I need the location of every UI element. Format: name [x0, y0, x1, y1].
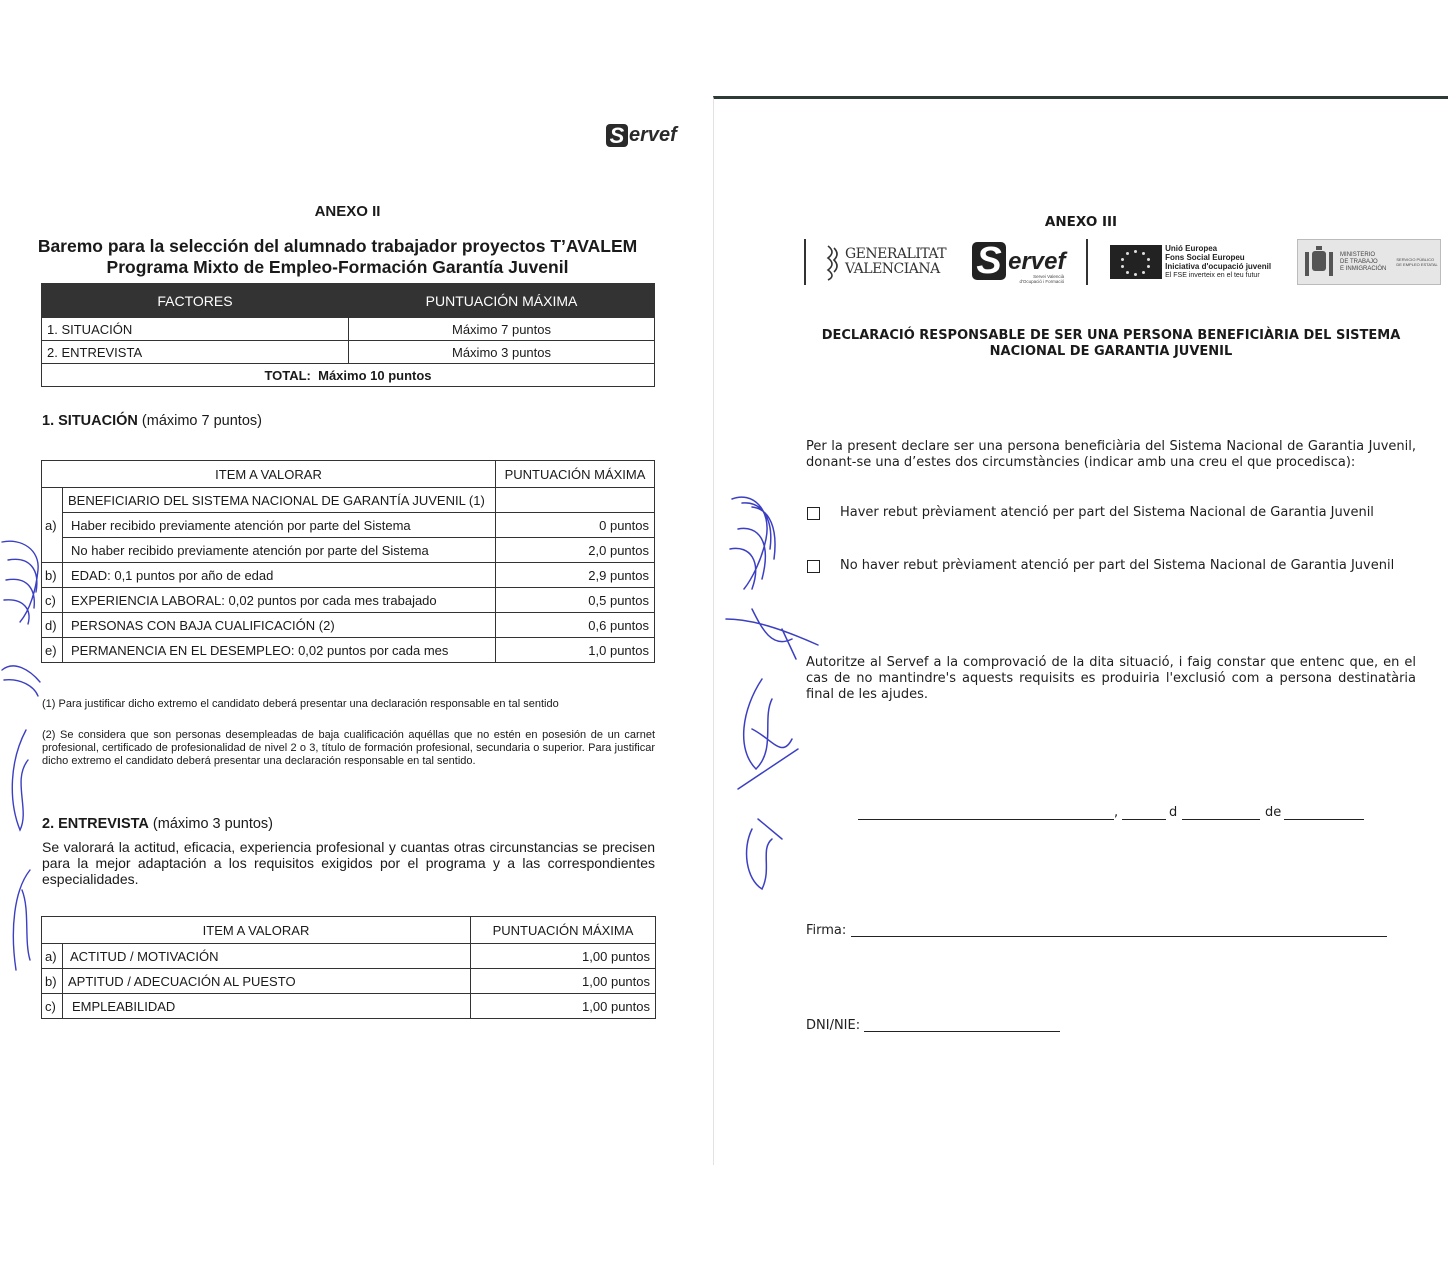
item-points: 0,5 puntos	[496, 588, 655, 613]
month-field[interactable]	[1182, 819, 1260, 820]
factor-name: 2. ENTREVISTA	[42, 341, 349, 364]
total-row	[42, 364, 655, 387]
date-comma: ,	[1114, 805, 1119, 820]
declaration-title: DECLARACIÓ RESPONSABLE DE SER UNA PERSONA BENEFICIÀRIA DEL SISTEMA NACIONAL DE GARANTIA JUVENIL	[821, 328, 1401, 359]
table-row	[42, 944, 656, 969]
servef-logo-letter: S	[606, 124, 628, 147]
place-field[interactable]	[858, 819, 1114, 820]
item-text: EXPERIENCIA LABORAL: 0,02 puntos por cada mes trabajado	[63, 588, 496, 613]
section-1-subtitle: (máximo 7 puntos)	[141, 413, 262, 429]
date-de-label: de	[1265, 805, 1282, 820]
servef-logo-text: ervef	[629, 124, 677, 146]
document-title	[20, 236, 655, 278]
row-letter: b)	[42, 969, 63, 994]
total-cell	[42, 364, 655, 387]
page-anexo-ii	[0, 0, 712, 1262]
servef-logo-letter: S	[972, 242, 1006, 280]
margin-signature	[0, 530, 46, 990]
table-row	[42, 588, 655, 613]
table-row	[42, 318, 655, 341]
item-text: APTITUD / ADECUACIÓN AL PUESTO	[63, 969, 471, 994]
authorization-text: Autoritze al Servef a la comprovació de la dita situació, i faig constar que entenc que, en el cas de no mantindre's aquests requisits es produiria l'exclusió com a persona destinatària final de les ajudes.	[806, 655, 1416, 702]
item-text: Haber recibido previamente atención por parte del Sistema	[63, 513, 496, 538]
intro-text: Per la present declare ser una persona beneficiària del Sistema Nacional de Garantia Juvenil, donant-se una d’estes dos circumstàncies (indicar amb una creu el que procedisca):	[806, 439, 1416, 470]
item-text: No haber recibido previamente atención por parte del Sistema	[63, 538, 496, 563]
page-anexo-iii	[713, 96, 1448, 1165]
option-1-label: Haver rebut prèviament atenció per part del Sistema Nacional de Garantia Juvenil	[840, 505, 1374, 520]
item-points: 1,00 puntos	[471, 969, 656, 994]
item-points: 2,0 puntos	[496, 538, 655, 563]
generalitat-logo	[824, 242, 946, 282]
table-row	[42, 513, 655, 538]
eu-line-2: Fons Social Europeu	[1165, 253, 1245, 262]
item-points: 0 puntos	[496, 513, 655, 538]
situation-table	[41, 460, 655, 663]
row-letter: c)	[42, 588, 63, 613]
row-letter: b)	[42, 563, 63, 588]
table-row	[42, 638, 655, 663]
section-1-heading	[42, 413, 262, 429]
footnote-1: (1) Para justificar dicho extremo el candidato deberá presentar una declaración responsable en tal sentido	[42, 698, 559, 710]
option-2-label: No haver rebut prèviament atenció per part del Sistema Nacional de Garantia Juvenil	[840, 558, 1395, 573]
divider	[1086, 239, 1088, 285]
total-value: Máximo 10 puntos	[318, 367, 432, 383]
factor-name: 1. SITUACIÓN	[42, 318, 349, 341]
section-1-title: 1. SITUACIÓN	[42, 413, 138, 429]
row-letter: e)	[42, 638, 63, 663]
option-2	[807, 558, 1394, 574]
servef-subtitle-1: Servei Valencià	[1033, 274, 1065, 279]
annex-title: ANEXO III	[1044, 214, 1118, 230]
item-points: 1,00 puntos	[471, 944, 656, 969]
interview-header-puntuacion: PUNTUACIÓN MÁXIMA	[471, 917, 656, 944]
table-row	[42, 488, 655, 513]
row-letter: a)	[42, 944, 63, 969]
table-row	[42, 538, 655, 563]
generalitat-line-1: GENERALITAT	[845, 246, 947, 262]
situation-header-puntuacion: PUNTUACIÓN MÁXIMA	[496, 461, 655, 488]
eu-line-3: Iniciativa d'ocupació juvenil	[1165, 262, 1272, 271]
interview-header-item: ITEM A VALORAR	[42, 917, 471, 944]
ministerio-line-1: MINISTERIO	[1340, 251, 1376, 258]
title-line-2: Programa Mixto de Empleo-Formación Garantía Juvenil	[106, 257, 569, 277]
option-1	[807, 505, 1374, 521]
ministerio-line-3: E INMIGRACIÓN	[1340, 265, 1387, 272]
eu-line-4: El FSE inverteix en el teu futur	[1165, 272, 1260, 279]
interview-table	[41, 916, 656, 1019]
factors-table	[41, 283, 655, 387]
row-letter: a)	[42, 488, 63, 563]
section-2-text: Se valorará la actitud, eficacia, experiencia profesional y cuantas otras circunstancias se precisen para la mejor adaptación a los requisitos exigidos por el programa y a las correspondientes especialidades.	[42, 839, 655, 887]
annex-title: ANEXO II	[314, 203, 381, 220]
factors-header-puntuacion: PUNTUACIÓN MÁXIMA	[349, 284, 655, 318]
item-points: 1,0 puntos	[496, 638, 655, 663]
table-row	[42, 341, 655, 364]
table-row	[42, 994, 656, 1019]
servef-logo	[972, 240, 1068, 284]
table-row	[42, 613, 655, 638]
footnote-2: (2) Se considera que son personas desempleadas de baja cualificación aquéllas que no estén en posesión de un carnet profesional, certificado de profesionalidad de nivel 2 o 3, título de formación profesional, secundaria o superior. Para justificar dicho extremo el candidato deberá presentar una declaración responsable en tal sentido.	[42, 729, 655, 767]
table-row	[42, 563, 655, 588]
generalitat-emblem-icon	[824, 242, 842, 282]
dni-field[interactable]	[864, 1031, 1060, 1032]
ministerio-line-2: DE TRABAJO	[1340, 258, 1378, 265]
divider	[804, 239, 806, 285]
item-points: 1,00 puntos	[471, 994, 656, 1019]
row-letter: d)	[42, 613, 63, 638]
item-points: 2,9 puntos	[496, 563, 655, 588]
dni-label: DNI/NIE:	[806, 1018, 861, 1033]
empty-cell	[496, 488, 655, 513]
spain-coat-of-arms-icon	[1302, 242, 1336, 282]
servef-subtitle-2: d'Ocupació i Formació	[1019, 279, 1065, 284]
group-title: BENEFICIARIO DEL SISTEMA NACIONAL DE GARANTÍA JUVENIL (1)	[63, 488, 496, 513]
servef-logo-text: ervef	[1008, 248, 1066, 275]
sepe-line-2: DE EMPLEO ESTATAL	[1396, 262, 1438, 267]
section-2-title: 2. ENTREVISTA	[42, 816, 149, 832]
date-d-label: d	[1169, 805, 1178, 820]
eu-logo	[1110, 244, 1271, 280]
day-field[interactable]	[1122, 819, 1166, 820]
row-letter: c)	[42, 994, 63, 1019]
item-points: 0,6 puntos	[496, 613, 655, 638]
item-text: PERMANENCIA EN EL DESEMPLEO: 0,02 puntos por cada mes	[63, 638, 496, 663]
title-line-1: Baremo para la selección del alumnado trabajador proyectos T’AVALEM	[37, 236, 638, 256]
ministerio-logo	[1297, 239, 1441, 285]
situation-header-item: ITEM A VALORAR	[42, 461, 496, 488]
item-text: EDAD: 0,1 puntos por año de edad	[63, 563, 496, 588]
table-row	[42, 969, 656, 994]
year-field[interactable]	[1284, 819, 1364, 820]
sepe-line-1: SERVICIO PÚBLICO	[1396, 257, 1435, 262]
factor-value: Máximo 3 puntos	[349, 341, 655, 364]
item-text: PERSONAS CON BAJA CUALIFICACIÓN (2)	[63, 613, 496, 638]
item-text: EMPLEABILIDAD	[63, 994, 471, 1019]
generalitat-line-2: VALENCIANA	[845, 261, 940, 277]
margin-signature	[722, 489, 822, 909]
factors-header-factores: FACTORES	[42, 284, 349, 318]
logo-strip	[804, 239, 1441, 285]
eu-line-1: Unió Europea	[1165, 244, 1218, 253]
total-label: TOTAL:	[264, 367, 311, 383]
section-2-subtitle: (máximo 3 puntos)	[152, 816, 273, 832]
firma-field[interactable]	[851, 936, 1387, 937]
factor-value: Máximo 7 puntos	[349, 318, 655, 341]
servef-logo	[606, 124, 677, 147]
firma-label: Firma:	[806, 923, 847, 938]
item-text: ACTITUD / MOTIVACIÓN	[63, 944, 471, 969]
section-2-heading	[42, 816, 273, 832]
eu-flag-icon	[1110, 245, 1162, 279]
